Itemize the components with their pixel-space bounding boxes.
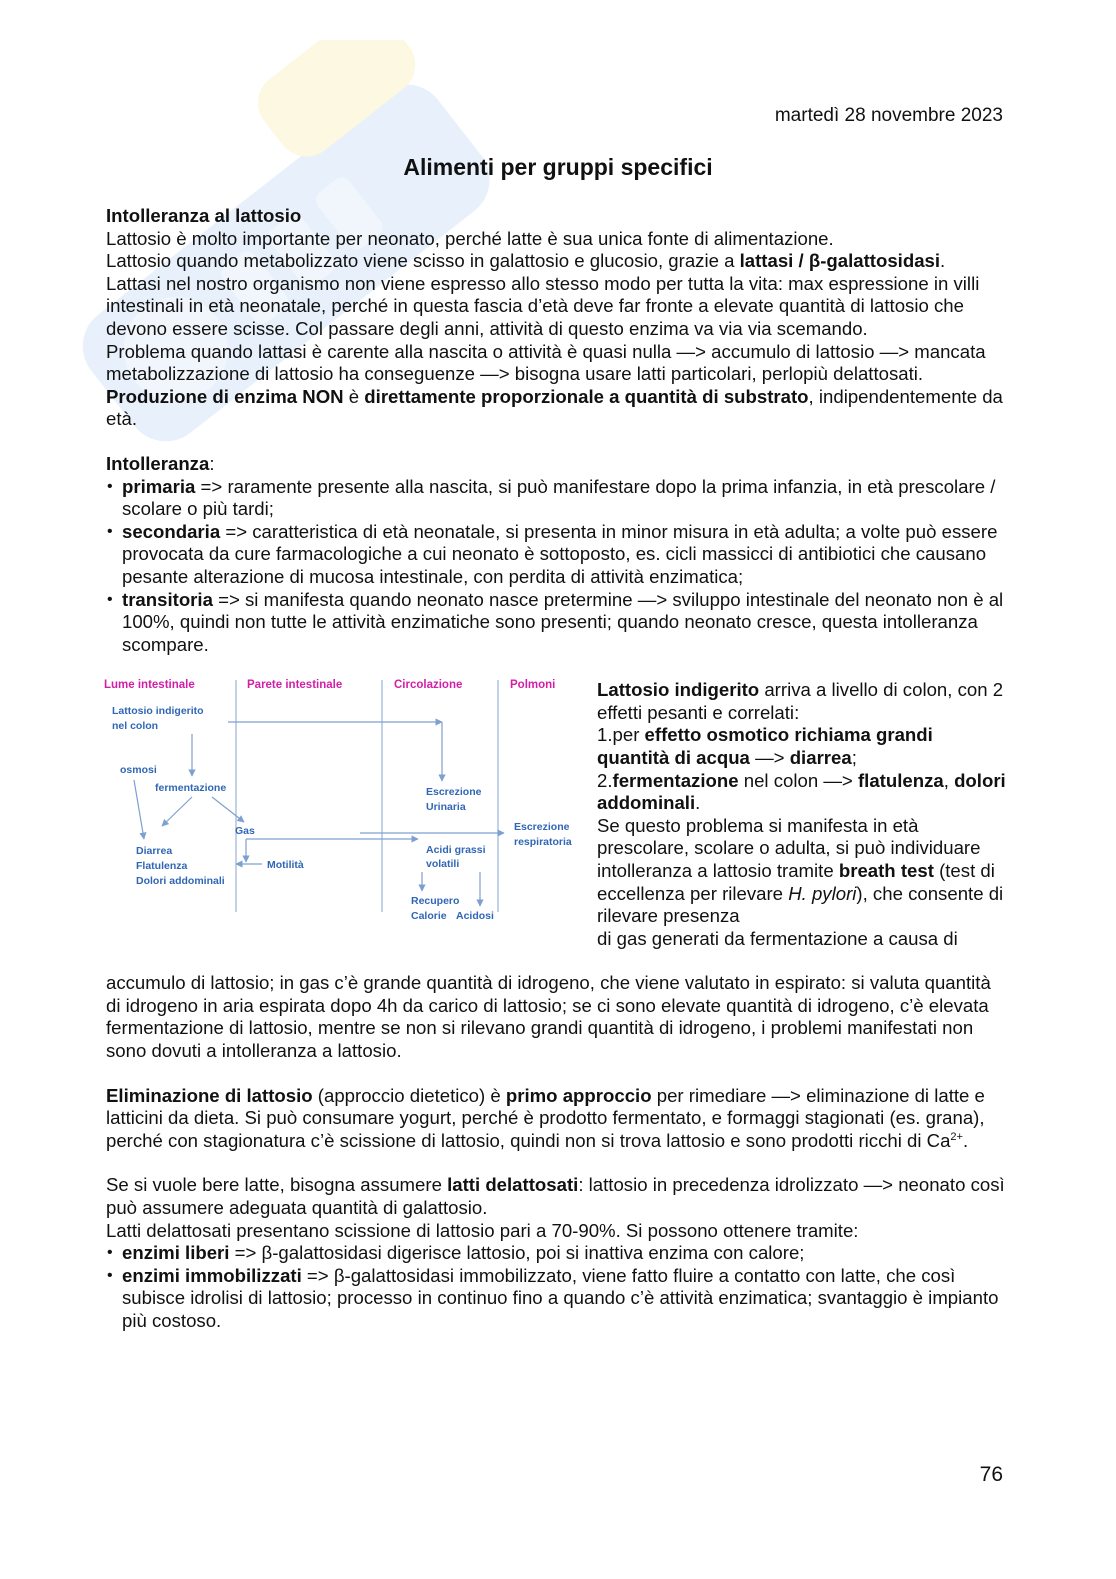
paragraph-text: Lattosio è molto importante per neonato, perché latte è sua unica fonte di alimentazione.	[106, 227, 834, 249]
section-heading-intolleranza: Intolleranza	[106, 452, 210, 474]
bold-term: Eliminazione di lattosio	[106, 1084, 313, 1106]
list-text: => si manifesta quando neonato nasce pretermine —> sviluppo intestinale del neonato non è al 100%, quindi non tutte le attività enzimatiche sono presenti; quando neonato cresce, questa intolleranza scompare.	[122, 588, 1004, 655]
bold-term: dolori addominali	[597, 769, 1006, 814]
paragraph-text: ), che consente di rilevare presenza	[597, 882, 1004, 927]
diagram-label-diarrea: Diarrea	[136, 845, 173, 858]
section-intolleranza	[106, 453, 1008, 476]
list-item	[106, 1242, 1008, 1265]
paragraph-text: di gas generati da fermentazione a causa di	[597, 927, 958, 949]
diagram-label-escrezione-urinaria-1: Escrezione	[426, 786, 482, 799]
bold-term: effetto osmotico richiama grandi quantità di acqua	[597, 724, 933, 769]
diagram-arrow	[134, 780, 144, 839]
paragraph-text: Lattosio quando metabolizzato viene scisso in galattosio e glucosio, grazie a	[106, 250, 740, 272]
list-item	[106, 589, 1008, 657]
paragraph-text: per rimediare —> eliminazione di latte e latticini da dieta. Si può consumare yogurt, perché è prodotto fermentato, e formaggi stagionati (es. grana), perché con stagionatura c’è scissione di lattosio, quindi non si trova lattosio e sono prodotti ricchi di Ca	[106, 1084, 985, 1151]
diagram-label-recupero: Recupero	[411, 895, 460, 908]
list-term: secondaria	[122, 520, 221, 542]
list-text: => β-galattosidasi immobilizzato, viene fatto fluire a contatto con latte, che così subisce idrolisi di lattosio; processo in continuo fino a quando c’è attività enzimatica; svantaggio è impianto più costoso.	[122, 1264, 999, 1331]
bold-term: direttamente proporzionale a quantità di substrato	[364, 385, 809, 407]
paragraph-text: Lattasi nel nostro organismo non viene espresso allo stesso modo per tutta la vita: max espressione in villi intestinali in età neonatale, perché in questa fascia d’età deve far fronte a elevate quantità di lattosio che devono essere scisse. Col passare degli anni, attività di questo enzima va via via scemando.	[106, 272, 980, 339]
paragraph-text: .	[962, 1129, 969, 1151]
page-date: martedì 28 novembre 2023	[774, 105, 1003, 126]
bold-term: diarrea	[789, 747, 852, 769]
figure-block	[106, 670, 1008, 972]
diagram-label-escrezione-respiratoria-1: Escrezione	[514, 821, 570, 834]
italic-term: H. pylori	[788, 882, 857, 904]
paragraph-text: ;	[851, 747, 857, 769]
list-term: primaria	[122, 475, 196, 497]
diagram-header-circolazione: Circolazione	[394, 679, 463, 692]
paragraph-text: 1.per	[597, 724, 645, 746]
diagram-label-flatulenza: Flatulenza	[136, 860, 188, 873]
list-text: => caratteristica di età neonatale, si presenta in minor misura in età adulta; a volte può essere provocata da cure farmacologiche a cui neonato è sottoposto, es. cicli massicci di antibiotici che causano pesante alterazione di mucosa intestinale, con perdita di attività enzimatica;	[122, 520, 998, 587]
paragraph-text: Latti delattosati presentano scissione di lattosio pari a 70-90%. Si possono ottenere tramite:	[106, 1219, 859, 1241]
diagram-label-acidi-2: volatili	[426, 858, 460, 871]
paragraph-text: (approccio dietetico) è	[312, 1084, 506, 1106]
diagram-label-calorie: Calorie	[411, 910, 447, 923]
heading-suffix: :	[209, 452, 215, 474]
bold-term: breath test	[838, 860, 934, 882]
diagram-label-motilita: Motilità	[267, 859, 304, 872]
paragraph-text: Problema quando lattasi è carente alla nascita o attività è quasi nulla —> accumulo di lattosio —> mancata metabolizzazione di lattosio ha conseguenze —> bisogna usare latti particolari, perlopiù delattosati.	[106, 340, 986, 385]
diagram-label-osmosi: osmosi	[120, 764, 157, 777]
diagram-label-acidi-1: Acidi grassi	[426, 844, 486, 857]
section-eliminazione	[106, 1085, 1008, 1153]
diagram-label-escrezione-respiratoria-2: respiratoria	[514, 836, 572, 849]
list-item	[106, 476, 1008, 521]
paragraph-text: .	[695, 792, 701, 814]
paragraph-text: —>	[749, 747, 790, 769]
paragraph-text: 2.	[597, 769, 613, 791]
diagram-label-dolori: Dolori addominali	[136, 875, 225, 888]
section-heading-intolleranza-lattosio: Intolleranza al lattosio	[106, 205, 302, 226]
page-number: 76	[979, 1463, 1003, 1486]
diagram-label-lattosio: Lattosio indigerito	[112, 705, 204, 718]
diagram-header-lume: Lume intestinale	[104, 679, 195, 692]
paragraph-text: .	[940, 250, 946, 272]
list-term: transitoria	[122, 588, 213, 610]
lattosio-diagram	[100, 676, 580, 928]
section-lattosio	[106, 205, 1008, 431]
paragraph-text: : lattosio in precedenza idrolizzato —> neonato così può assumere adeguata quantità di galattosio.	[106, 1174, 1005, 1219]
intolleranza-list	[106, 476, 1008, 657]
paragraph-text: nel colon —>	[738, 769, 858, 791]
bold-term: fermentazione	[612, 769, 739, 791]
diagram-label-gas: Gas	[235, 825, 255, 838]
list-text: => β-galattosidasi digerisce lattosio, poi si inattiva enzima con calore;	[229, 1242, 805, 1264]
diagram-header-parete: Parete intestinale	[247, 679, 343, 692]
delattosati-list	[106, 1242, 1008, 1332]
paragraph-text: ,	[943, 769, 955, 791]
list-term: enzimi immobilizzati	[122, 1264, 302, 1286]
bold-term: flatulenza	[857, 769, 944, 791]
paragraph-text: è	[343, 385, 365, 407]
paragraph-text: Se si vuole bere latte, bisogna assumere	[106, 1174, 448, 1196]
document-body	[106, 205, 1008, 1333]
diagram-header-polmoni: Polmoni	[510, 679, 556, 692]
list-text: => raramente presente alla nascita, si può manifestare dopo la prima infanzia, in età prescolare / scolare o più tardi;	[122, 475, 996, 520]
diagram-label-colon: nel colon	[112, 720, 159, 733]
bold-term: Produzione di enzima NON	[106, 385, 344, 407]
diagram-arrow	[162, 797, 192, 826]
paragraph-text: arriva a livello di colon, con 2 effetti pesanti e correlati:	[597, 679, 1004, 723]
bold-term: primo approccio	[505, 1084, 652, 1106]
paragraph-text: Se questo problema si manifesta in età prescolare, scolare o adulta, si può individuare intolleranza a lattosio tramite	[597, 814, 981, 882]
bold-term: latti delattosati	[447, 1174, 579, 1196]
paragraph-text: (test di eccellenza per rilevare	[597, 860, 995, 904]
side-text	[597, 679, 1009, 950]
diagram-arrow	[212, 797, 244, 822]
paragraph-continuation: accumulo di lattosio; in gas c’è grande quantità di idrogeno, che viene valutato in espirato: si valuta quantità di idrogeno in aria espirata dopo 4h da carico di lattosio; se ci sono elevate quantità di idrogeno, c’è elevata fermentazione di lattosio, mentre se non si rilevano grandi quantità di idrogeno, i problemi manifestati non sono dovuti a intolleranza a lattosio.	[106, 972, 991, 1062]
superscript: 2+	[950, 1130, 963, 1143]
list-term: enzimi liberi	[122, 1242, 230, 1264]
page-title: Alimenti per gruppi specifici	[403, 154, 713, 180]
section-delattosati	[106, 1174, 1008, 1242]
diagram-label-fermentazione: fermentazione	[155, 782, 227, 795]
list-item	[106, 1265, 1008, 1333]
bold-term: lattasi / β-galattosidasi	[739, 250, 941, 272]
bold-term: Lattosio indigerito	[597, 679, 760, 701]
list-item	[106, 521, 1008, 589]
diagram-label-acidosi: Acidosi	[456, 910, 494, 923]
diagram-label-escrezione-urinaria-2: Urinaria	[426, 801, 466, 814]
paragraph-text: , indipendentemente da età.	[106, 385, 1003, 430]
